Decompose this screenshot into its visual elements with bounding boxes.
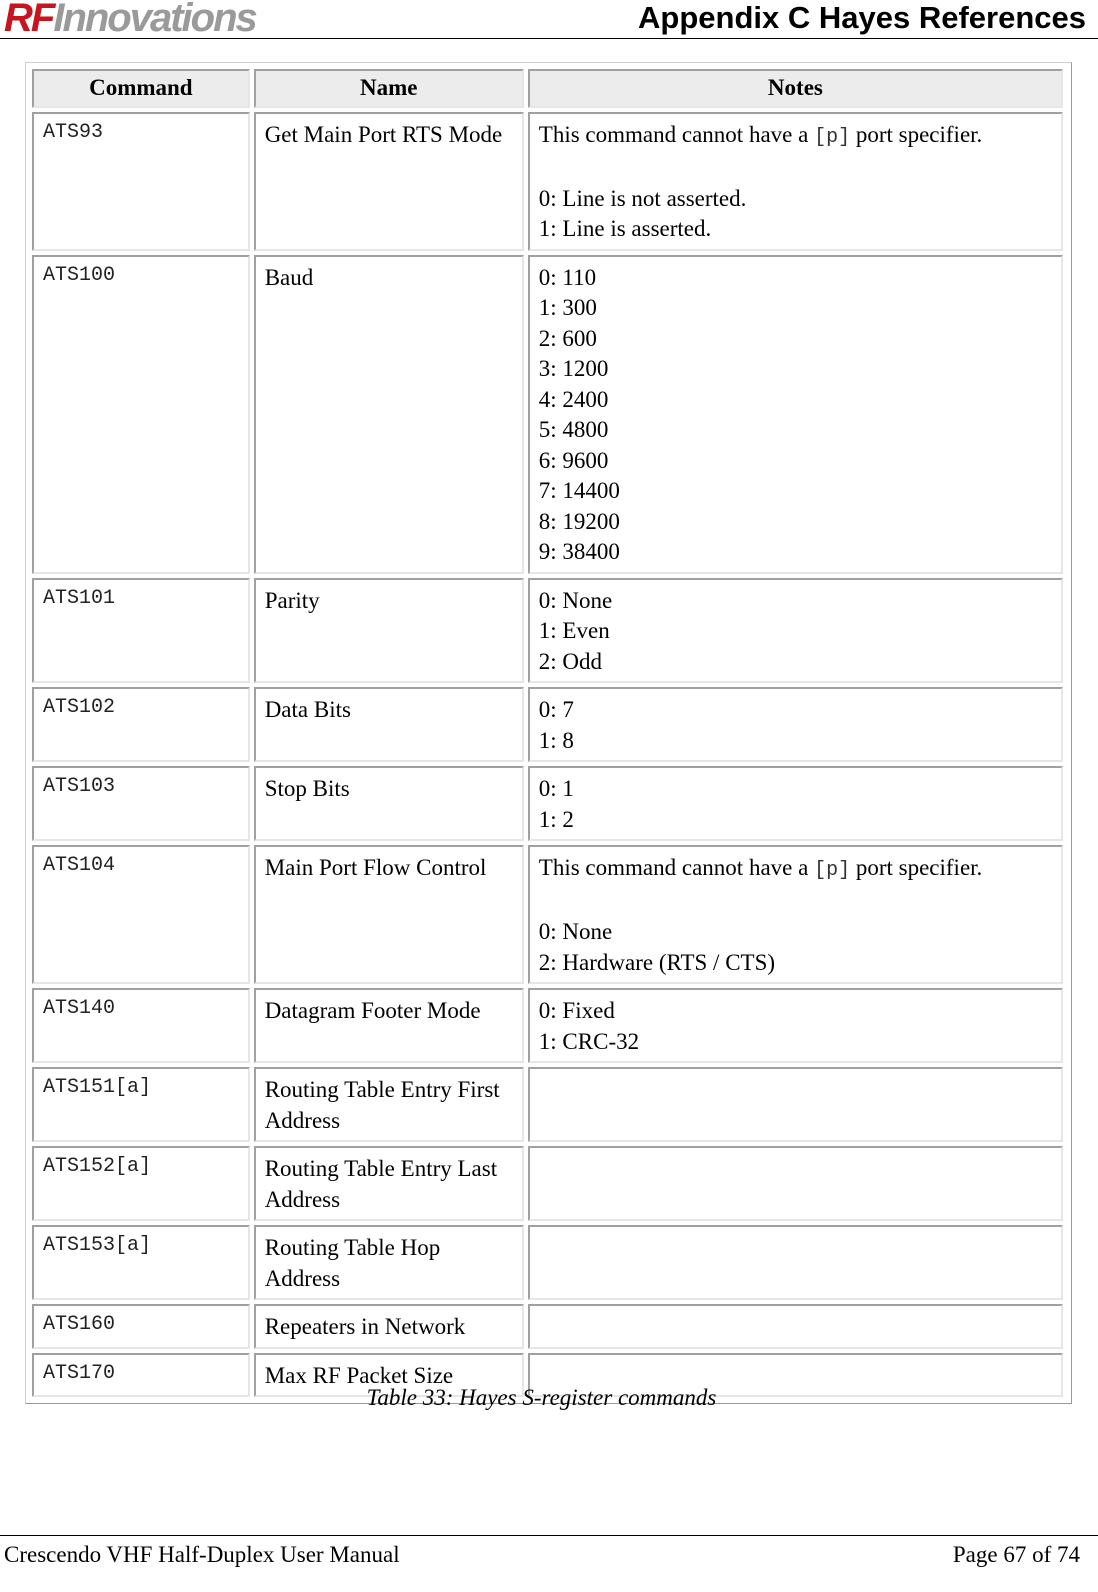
notes-spacer — [539, 153, 1053, 184]
name-cell: Data Bits — [254, 687, 524, 762]
notes-text: port specifier. — [850, 855, 983, 880]
name-cell: Routing Table Hop Address — [254, 1225, 524, 1300]
notes-line: 6: 9600 — [538, 447, 609, 473]
notes-line: 1: 8 — [538, 727, 574, 753]
column-header-command: Command — [32, 69, 250, 108]
column-header-name: Name — [254, 69, 524, 108]
notes-cell — [528, 578, 1063, 684]
table-row — [32, 1146, 1063, 1221]
table-row — [32, 255, 1063, 574]
page-header-title: Appendix C Hayes References — [638, 0, 1086, 35]
notes-cell — [528, 687, 1063, 762]
notes-line: 0: None — [538, 587, 613, 613]
page-footer — [0, 1535, 1098, 1592]
footer-page-number: Page 67 of 74 — [952, 1542, 1080, 1567]
name-cell: Stop Bits — [254, 766, 524, 841]
command-cell: ATS170 — [32, 1353, 250, 1398]
notes-line: 0: Line is not asserted. — [538, 185, 747, 211]
notes-line: 1: CRC-32 — [538, 1028, 640, 1054]
notes-line: 0: 1 — [538, 776, 574, 801]
command-cell: ATS153[a] — [32, 1225, 250, 1300]
table-row — [32, 112, 1063, 251]
page-header — [0, 0, 1098, 39]
notes-cell — [528, 988, 1063, 1063]
notes-line: 8: 19200 — [538, 508, 620, 534]
port-specifier-code: [p] — [814, 125, 851, 149]
notes-cell — [528, 255, 1063, 574]
table-row — [32, 1067, 1063, 1142]
notes-cell — [528, 766, 1063, 841]
notes-line: 3: 1200 — [538, 356, 609, 381]
table-row — [32, 1225, 1063, 1300]
table-row — [32, 578, 1063, 684]
hayes-s-register-table — [28, 65, 1067, 1401]
footer-manual-title: Crescendo VHF Half-Duplex User Manual — [4, 1542, 400, 1567]
command-cell: ATS151[a] — [32, 1067, 250, 1142]
command-cell: ATS101 — [32, 578, 250, 684]
command-cell: ATS103 — [32, 766, 250, 841]
notes-line — [539, 120, 1053, 154]
notes-line — [539, 853, 1053, 887]
name-cell: Baud — [254, 255, 524, 574]
rf-innovations-logo — [4, 0, 256, 40]
table-header-row — [32, 69, 1063, 108]
name-cell: Routing Table Entry Last Address — [254, 1146, 524, 1221]
notes-cell — [528, 1067, 1063, 1142]
notes-cell — [528, 1146, 1063, 1221]
command-cell: ATS93 — [32, 112, 250, 251]
notes-cell — [528, 1304, 1063, 1349]
notes-cell — [528, 112, 1063, 251]
logo-innovations: Innovations — [53, 0, 256, 40]
notes-line: 2: Hardware (RTS / CTS) — [538, 949, 776, 975]
name-cell: Main Port Flow Control — [254, 845, 524, 984]
table-row — [32, 845, 1063, 984]
command-cell: ATS100 — [32, 255, 250, 574]
notes-line: 1: 2 — [538, 806, 574, 832]
table-row — [32, 766, 1063, 841]
command-cell: ATS140 — [32, 988, 250, 1063]
notes-line: 0: 7 — [538, 697, 574, 722]
command-cell: ATS104 — [32, 845, 250, 984]
name-cell: Get Main Port RTS Mode — [254, 112, 524, 251]
notes-line: 0: Fixed — [538, 998, 615, 1023]
command-cell: ATS160 — [32, 1304, 250, 1349]
notes-text: This command cannot have a — [538, 855, 815, 880]
notes-cell — [528, 845, 1063, 984]
notes-line: 0: None — [538, 919, 613, 944]
logo-rf: RF — [4, 0, 54, 40]
name-cell: Datagram Footer Mode — [254, 988, 524, 1063]
notes-line: 1: Even — [538, 618, 610, 643]
name-cell: Routing Table Entry First Address — [254, 1067, 524, 1142]
name-cell: Repeaters in Network — [254, 1304, 524, 1349]
notes-line: 4: 2400 — [538, 386, 609, 412]
notes-line: 1: 300 — [538, 295, 597, 320]
table-caption: Table 33: Hayes S-register commands — [366, 1385, 717, 1410]
notes-line: 1: Line is asserted. — [538, 216, 712, 241]
notes-cell — [528, 1225, 1063, 1300]
notes-line: 2: 600 — [538, 325, 597, 351]
notes-text: port specifier. — [850, 121, 983, 147]
port-specifier-code: [p] — [814, 859, 851, 882]
notes-line: 7: 14400 — [538, 478, 620, 503]
column-header-notes: Notes — [528, 69, 1063, 108]
table-body — [32, 112, 1063, 1398]
notes-line: 0: 110 — [538, 264, 597, 290]
table-row — [32, 1304, 1063, 1349]
hayes-table-frame — [25, 62, 1072, 1404]
table-row — [32, 988, 1063, 1063]
command-cell: ATS102 — [32, 687, 250, 762]
notes-line: 9: 38400 — [538, 539, 620, 564]
notes-spacer — [539, 887, 1053, 918]
notes-line: 5: 4800 — [538, 417, 609, 442]
command-cell: ATS152[a] — [32, 1146, 250, 1221]
table-row — [32, 687, 1063, 762]
name-cell: Parity — [254, 578, 524, 684]
name-cell: Max RF Packet Size — [254, 1353, 524, 1398]
notes-line: 2: Odd — [538, 648, 603, 674]
notes-text: This command cannot have a — [538, 121, 815, 147]
